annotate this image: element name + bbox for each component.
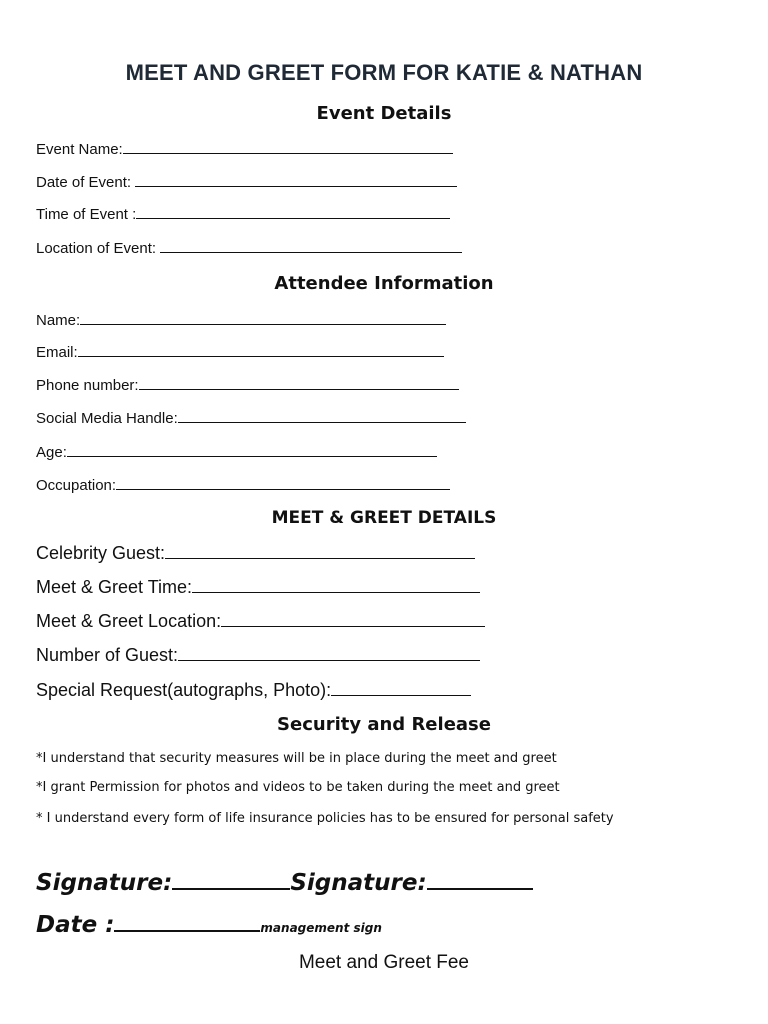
location-of-event-field[interactable] bbox=[36, 240, 462, 257]
celebrity-guest-line[interactable] bbox=[165, 544, 475, 559]
event-name-field[interactable] bbox=[36, 141, 453, 158]
meet-greet-time-field[interactable] bbox=[36, 577, 480, 598]
security-statement-1: *I understand that security measures will be in place during the meet and greet bbox=[36, 751, 557, 766]
email-field[interactable] bbox=[36, 344, 444, 361]
phone-number-line[interactable] bbox=[139, 377, 459, 390]
meet-greet-time-label: Meet & Greet Time: bbox=[36, 577, 193, 597]
meet-greet-fee-label: Meet and Greet Fee bbox=[298, 952, 470, 973]
signature-line-1[interactable] bbox=[172, 872, 290, 890]
signature-label-2: Signature: bbox=[290, 870, 427, 896]
time-of-event-line[interactable] bbox=[136, 206, 450, 219]
date-of-event-label: Date of Event: bbox=[36, 174, 136, 191]
signature-label-1: Signature: bbox=[36, 870, 173, 896]
social-media-handle-label: Social Media Handle: bbox=[36, 410, 178, 427]
security-release-heading: Security and Release bbox=[277, 714, 491, 735]
social-media-handle-line[interactable] bbox=[178, 410, 466, 423]
email-label: Email: bbox=[36, 344, 78, 361]
time-of-event-label: Time of Event : bbox=[36, 206, 137, 223]
celebrity-guest-label: Celebrity Guest: bbox=[36, 543, 166, 563]
special-request-label: Special Request(autographs, Photo): bbox=[36, 680, 332, 700]
event-name-label: Event Name: bbox=[36, 141, 123, 158]
attendee-name-label: Name: bbox=[36, 312, 81, 329]
event-name-line[interactable] bbox=[123, 141, 453, 154]
number-of-guest-line[interactable] bbox=[178, 646, 480, 661]
security-statement-3: * I understand every form of life insurance policies has to be ensured for personal safety bbox=[36, 811, 614, 826]
date-line[interactable] bbox=[114, 914, 260, 932]
form-title: MEET AND GREET FORM FOR KATIE & NATHAN bbox=[125, 60, 643, 85]
security-statement-2: *I grant Permission for photos and videos to be taken during the meet and greet bbox=[36, 780, 560, 795]
time-of-event-field[interactable] bbox=[36, 206, 450, 223]
phone-number-label: Phone number: bbox=[36, 377, 139, 394]
attendee-information-heading: Attendee Information bbox=[274, 273, 494, 294]
signature-line-2[interactable] bbox=[427, 872, 533, 890]
date-of-event-line[interactable] bbox=[135, 174, 457, 187]
attendee-name-field[interactable] bbox=[36, 312, 446, 329]
age-line[interactable] bbox=[67, 444, 437, 457]
signature-row bbox=[36, 870, 533, 896]
age-label: Age: bbox=[36, 444, 67, 461]
location-of-event-line[interactable] bbox=[160, 240, 462, 253]
meet-greet-location-line[interactable] bbox=[221, 612, 485, 627]
social-media-handle-field[interactable] bbox=[36, 410, 466, 427]
occupation-label: Occupation: bbox=[36, 477, 117, 494]
date-of-event-field[interactable] bbox=[36, 174, 457, 191]
phone-number-field[interactable] bbox=[36, 377, 459, 394]
special-request-line[interactable] bbox=[331, 681, 471, 696]
meet-greet-location-label: Meet & Greet Location: bbox=[36, 611, 222, 631]
number-of-guest-label: Number of Guest: bbox=[36, 645, 179, 665]
date-label: Date : bbox=[36, 912, 115, 938]
attendee-name-line[interactable] bbox=[80, 312, 446, 325]
location-of-event-label: Location of Event: bbox=[36, 240, 161, 257]
age-field[interactable] bbox=[36, 444, 437, 461]
number-of-guest-field[interactable] bbox=[36, 645, 480, 666]
management-sign-label: management sign bbox=[260, 921, 382, 935]
event-details-heading: Event Details bbox=[316, 103, 452, 124]
meet-greet-location-field[interactable] bbox=[36, 611, 485, 632]
meet-greet-time-line[interactable] bbox=[192, 578, 480, 593]
meet-greet-details-heading: MEET & GREET DETAILS bbox=[271, 508, 497, 528]
celebrity-guest-field[interactable] bbox=[36, 543, 475, 564]
special-request-field[interactable] bbox=[36, 680, 471, 701]
email-line[interactable] bbox=[78, 344, 444, 357]
occupation-line[interactable] bbox=[116, 477, 450, 490]
date-row bbox=[36, 912, 382, 938]
occupation-field[interactable] bbox=[36, 477, 450, 494]
